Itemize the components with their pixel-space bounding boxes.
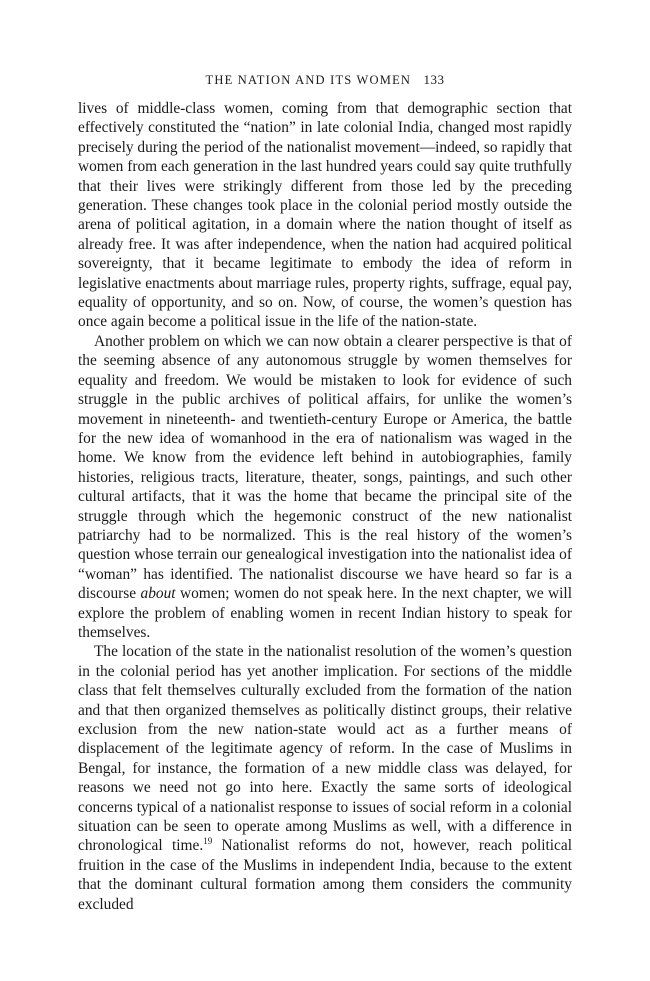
paragraph-3-text-before: The location of the state in the nationalist resolution of the women’s question in the colonial period has yet another implication. For sections of the middle class that felt themselves culturally excluded from the formation of the nation and that then organized themselves as politically distinct groups, their relative exclusion from the new nation-state would act as a further means of displacement of the legitimate agency of reform. In the case of Muslims in Bengal, for instance, the formation of a new middle class was delayed, for reasons we need not go into here. Exactly the same sorts of ideological concerns typical of a nationalist response to issues of social reform in a colonial situation can be seen to operate among Muslims as well, with a difference in chronological time.	[78, 643, 572, 855]
running-head	[78, 72, 572, 88]
paragraph-3	[78, 642, 572, 914]
paragraph-3-text-after: Nationalist reforms do not, however, reach political fruition in the case of the Muslims in independent India, because to the extent that the dominant cultural formation among them considers the community excluded	[78, 837, 572, 913]
running-title: THE NATION AND ITS WOMEN	[205, 73, 412, 87]
footnote-marker-19: 19	[203, 836, 213, 847]
paragraph-1	[78, 99, 572, 332]
paragraph-1-text: lives of middle-class women, coming from that demographic section that effectively constituted the “nation” in late colonial India, changed most rapidly precisely during the period of the nationalist movement—indeed, so rapidly that women from each generation in the last hundred years could say quite truthfully that their lives were strikingly different from those led by the preceding generation. These changes took place in the colonial period mostly outside the arena of political agitation, in a domain where the nation thought of itself as already free. It was after independence, when the nation had acquired political sovereignty, that it became legitimate to embody the idea of reform in legislative enactments about marriage rules, property rights, suffrage, equal pay, equality of opportunity, and so on. Now, of course, the women’s question has once again become a political issue in the life of the nation-state.	[78, 100, 572, 331]
page-number: 133	[423, 72, 445, 87]
body-text	[78, 99, 572, 914]
paragraph-2	[78, 332, 572, 643]
paragraph-2-emphasis: about	[140, 585, 176, 603]
paragraph-2-text-after: women; women do not speak here. In the next chapter, we will explore the problem of enabling women in recent Indian history to speak for themselves.	[78, 585, 572, 641]
paragraph-2-text-before: Another problem on which we can now obtain a clearer perspective is that of the seeming absence of any autonomous struggle by women themselves for equality and freedom. We would be mistaken to look for evidence of such struggle in the public archives of political affairs, for unlike the women’s movement in nineteenth- and twentieth-century Europe or America, the battle for the new idea of womanhood in the era of nationalism was waged in the home. We know from the evidence left behind in autobiographies, family histories, religious tracts, literature, theater, songs, paintings, and such other cultural artifacts, that it was the home that became the principal site of the struggle through which the hegemonic construct of the new nationalist patriarchy had to be normalized. This is the real history of the women’s question whose terrain our genealogical investigation into the nationalist idea of “woman” has identified. The nationalist discourse we have heard so far is a discourse	[78, 332, 572, 603]
